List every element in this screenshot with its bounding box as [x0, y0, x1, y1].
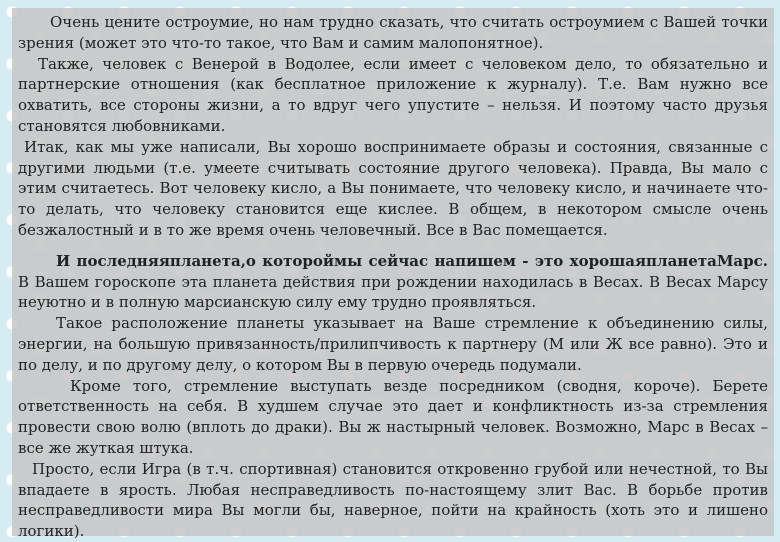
paragraph-perception: Итак, как мы уже написали, Вы хорошо воспринимаете образы и состояния, связанные с другими людьми (т.е. умеете считывать состояние другого человека). Правда, Вы мало с этим считаетесь. Вот человеку кисло, а Вы понимаете, что человеку кисло, и начинаете что-то делать, что человеку становится еще кислее. В общем, в некотором смысле очень безжалостный и в то же время очень человечный. Все в Вас помещается.	[18, 137, 768, 239]
mars-intro-text: В Вашем гороскопе эта планета действия при рождении находилась в Весах. В Весах Марсу неуютно и в полную марсианскую силу ему трудно проявляться.	[18, 272, 768, 312]
paragraph-mars-mediator: Кроме того, стремление выступать везде посредником (сводня, короче). Берете ответственность на себя. В худшем случае это дает и конфликтность из-за стремления провести свою волю (вплоть до драки). Вы ж настырный человек. Возможно, Марс в Весах – все же жуткая штука.	[18, 376, 768, 457]
paragraph-venus-aquarius: Также, человек с Венерой в Водолее, если имеет с человеком дело, то обязательно и партнерские отношения (как бесплатное приложение к журналу). Т.е. Вам нужно все охватить, все стороны жизни, а то вдруг чего упустите – нельзя. И поэтому часто друзья становятся любовниками.	[18, 54, 768, 135]
paragraph-mars-partnership: Такое расположение планеты указывает на Ваше стремление к объединению силы, энергии, на большую привязанность/прилипчивость к партнеру (М или Ж все равно). Это и по делу, и по другому делу, о котором Вы в первую очередь подумали.	[18, 314, 768, 374]
paragraph-mars-intro	[18, 251, 768, 313]
document-body	[18, 12, 768, 542]
paragraph-mars-justice: Просто, если Игра (в т.ч. спортивная) становится откровенно грубой или нечестной, то Вы впадаете в ярость. Любая несправедливость по-настоящему злит Вас. В борьбе против несправедливости мира Вы могли бы, наверное, пойти на крайность (хоть это и лишено логики).	[18, 459, 768, 541]
paragraph-wit: Очень цените остроумие, но нам трудно сказать, что считать остроумием с Вашей точки зрения (может это что-то такое, что Вам и самим малопонятное).	[18, 13, 768, 52]
mars-heading: И последняяпланета,о котороймы сейчас напишем - это хорошаяпланетаМарс.	[56, 251, 768, 270]
